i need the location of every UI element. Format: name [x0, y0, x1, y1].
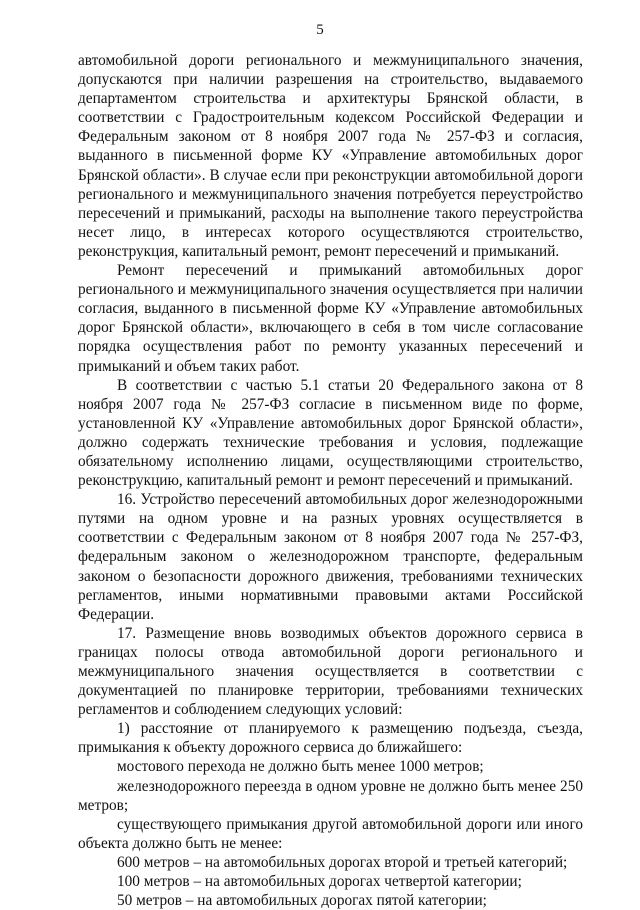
- paragraph-1: автомобильной дороги регионального и межмуниципального значения, допускаются при наличии разрешения на строительство, выдаваемого департаментом строительства и архитектуры Брянской области, в соответствии с Градостроительным кодексом Российской Федерации и Федеральным законом от 8 ноября 2007 года № 257-ФЗ и согласия, выданного в письменной форме КУ «Управление автомобильных дорог Брянской области». В случае если при реконструкции автомобильной дороги регионального и межмуниципального значения потребуется переустройство пересечений и примыканий, расходы на выполнение такого переустройства несет лицо, в интересах которого осуществляются строительство, реконструкция, капитальный ремонт, ремонт пересечений и примыканий.: [78, 52, 583, 260]
- list-subitem-category-4: 100 метров – на автомобильных дорогах четвертой категории;: [117, 873, 522, 891]
- list-item-1: 1) расстояние от планируемого к размещению подъезда, съезда, примыкания к объекту дорожного сервиса до ближайшего:: [78, 720, 583, 757]
- list-subitem-category-5: 50 метров – на автомобильных дорогах пятой категории;: [117, 892, 487, 910]
- page-number: 5: [316, 22, 324, 38]
- document-body: [78, 51, 583, 910]
- paragraph-2: Ремонт пересечений и примыканий автомобильных дорог регионального и межмуниципального значения осуществляется при наличии согласия, выданного в письменной форме КУ «Управление автомобильных дорог Брянской области», включающего в себя в том числе согласование порядка осуществления работ по ремонту указанных пересечений и примыканий и объем таких работ.: [78, 262, 583, 375]
- list-subitem-bridge: мостового перехода не должно быть менее 1000 метров;: [117, 758, 484, 776]
- list-subitem-railway-crossing: железнодорожного переезда в одном уровне не должно быть менее 250 метров;: [78, 777, 583, 814]
- list-subitem-junction: существующего примыкания другой автомобильной дороги или иного объекта должно быть не менее:: [78, 815, 583, 852]
- paragraph-3: В соответствии с частью 5.1 статьи 20 Федерального закона от 8 ноября 2007 года № 257-ФЗ согласие в письменном виде по форме, установленной КУ «Управление автомобильных дорог Брянской области», должно содержать технические требования и условия, подлежащие обязательному исполнению лицами, осуществляющими строительство, реконструкцию, капитальный ремонт и ремонт пересечений и примыканий.: [78, 376, 583, 490]
- list-subitem-category-2-3: 600 метров – на автомобильных дорогах второй и третьей категорий;: [117, 853, 568, 871]
- paragraph-17: 17. Размещение вновь возводимых объектов дорожного сервиса в границах полосы отвода автомобильной дороги регионального и межмуниципального значения осуществляется в соответствии с документацией по планировке территории, требованиями технических регламентов и соблюдением следующих условий:: [78, 624, 583, 719]
- paragraph-16: 16. Устройство пересечений автомобильных дорог железнодорожными путями на одном уровне и на разных уровнях осуществляется в соответствии с Федеральным законом от 8 ноября 2007 года № 257-ФЗ, федеральным законом о железнодорожном транспорте, федеральным законом о безопасности дорожного движения, требованиями технических регламентов, иными нормативными правовыми актами Российской Федерации.: [78, 491, 583, 623]
